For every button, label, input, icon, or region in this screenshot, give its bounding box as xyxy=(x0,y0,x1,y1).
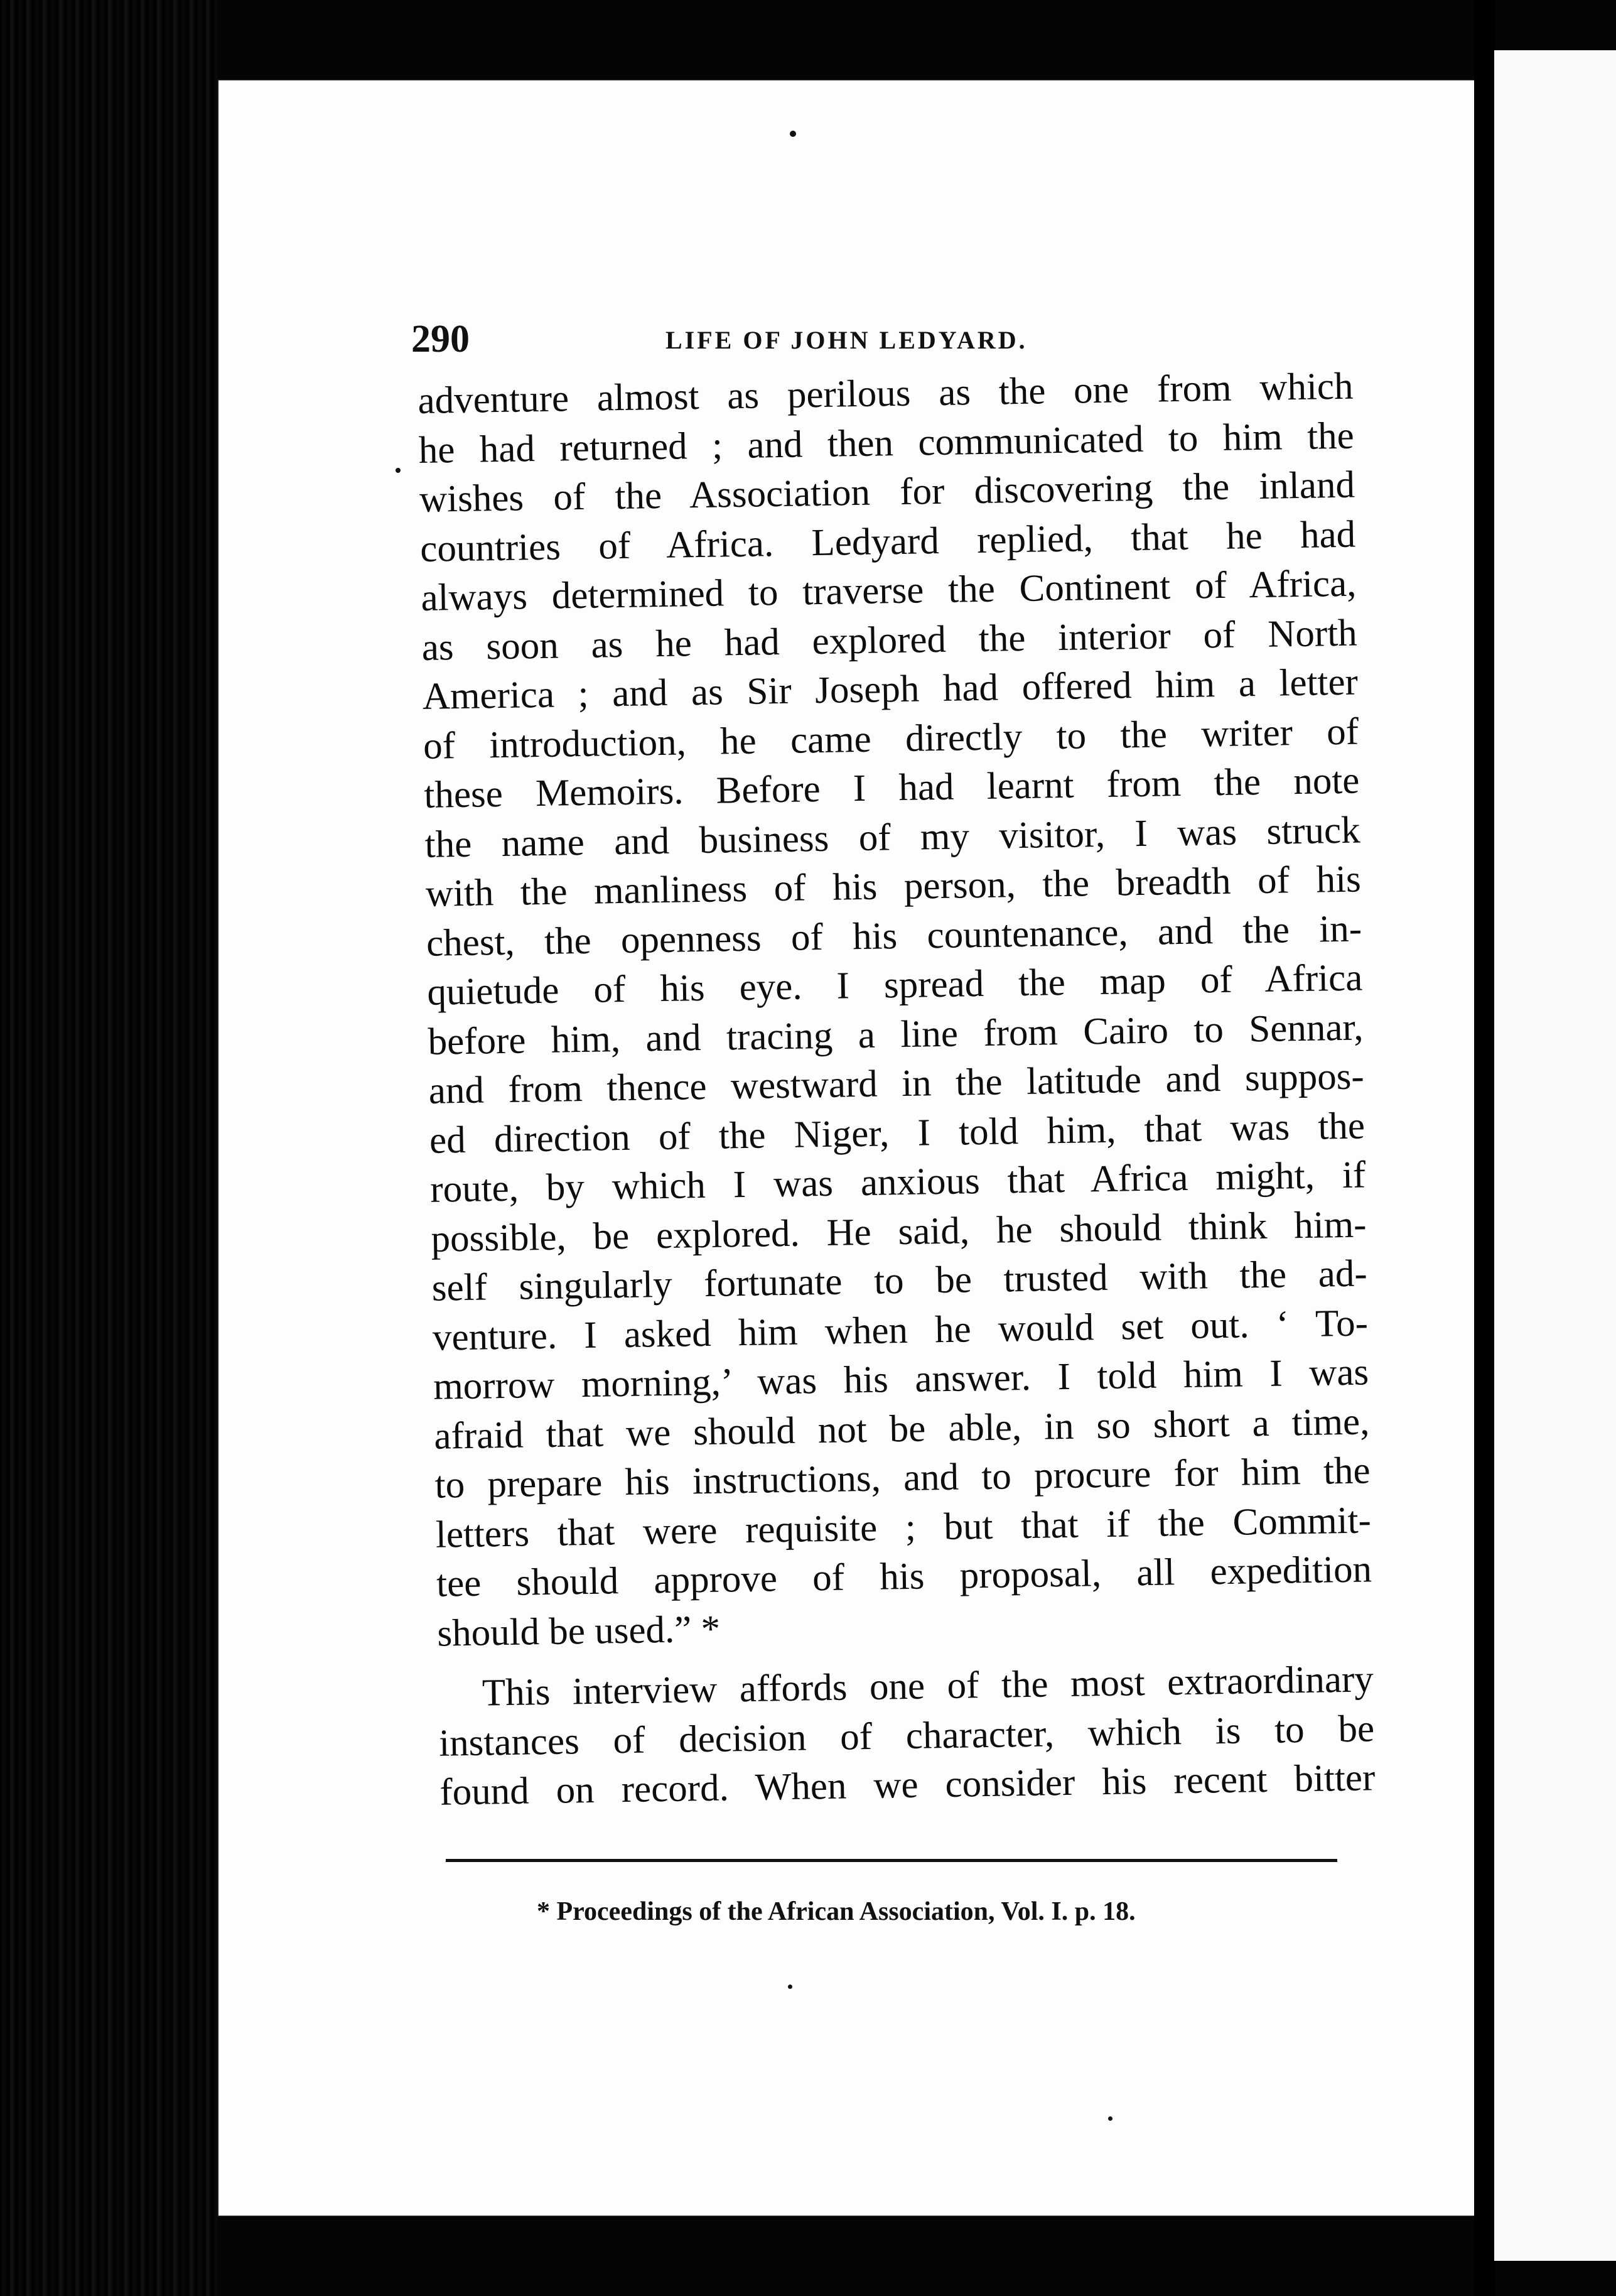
text-line: should be used.” * xyxy=(436,1608,721,1655)
text-line: chest, the openness of his countenance, and the in- xyxy=(426,907,1362,965)
text-line: and from thence westward in the latitude and suppos- xyxy=(428,1055,1365,1112)
facing-page-edge xyxy=(1494,50,1616,2261)
text-line: these Memoirs. Before I had learnt from the note xyxy=(423,759,1360,816)
text-line: found on record. When we consider his recent bitter xyxy=(439,1757,1376,1814)
scan-speck xyxy=(790,131,796,137)
dark-left-margin xyxy=(0,0,220,2296)
text-line: route, by which I was anxious that Africa might, if xyxy=(429,1154,1366,1211)
text-line: This interview affords one of the most extraordinary xyxy=(482,1658,1374,1714)
text-line: to prepare his instructions, and to procure for him the xyxy=(434,1449,1371,1507)
scan-speck xyxy=(788,1985,792,1989)
text-line: with the manliness of his person, the breadth of his xyxy=(425,858,1362,915)
text-line: letters that were requisite ; but that if the Commit- xyxy=(435,1498,1372,1556)
text-line: morrow morning,’ was his answer. I told him I was xyxy=(433,1351,1369,1408)
running-head xyxy=(411,314,1077,364)
text-line: of introduction, he came directly to the writer of xyxy=(423,710,1359,767)
text-line: wishes of the Association for discovering the inland xyxy=(419,463,1355,521)
text-line: countries of Africa. Ledyard replied, that he had xyxy=(419,513,1356,570)
text-line: America ; and as Sir Joseph had offered him a letter xyxy=(422,661,1359,718)
text-line: instances of decision of character, which is to be xyxy=(438,1707,1375,1765)
text-line: he had returned ; and then communicated to him the xyxy=(418,414,1355,472)
scan-speck xyxy=(1108,2116,1112,2121)
running-title: LIFE OF JOHN LEDYARD. xyxy=(665,326,1028,354)
body-text xyxy=(417,362,1376,1818)
text-line: always determined to traverse the Continent of Africa, xyxy=(421,562,1357,619)
text-line: before him, and tracing a line from Cairo to Sennar, xyxy=(428,1005,1364,1063)
text-line: possible, be explored. He said, he should think him- xyxy=(431,1203,1367,1260)
margin-mark xyxy=(396,468,401,473)
text-line: afraid that we should not be able, in so short a time, xyxy=(433,1400,1370,1458)
text-line: self singularly fortunate to be trusted with the ad- xyxy=(431,1252,1368,1309)
text-line: venture. I asked him when he would set out. ‘ To- xyxy=(432,1301,1369,1359)
text-line: quietude of his eye. I spread the map of Africa xyxy=(426,956,1363,1014)
text-line: the name and business of my visitor, I was struck xyxy=(424,809,1361,866)
text-line: ed direction of the Niger, I told him, that was the xyxy=(429,1104,1366,1162)
page-number: 290 xyxy=(411,318,470,360)
footnote-rule xyxy=(446,1859,1337,1862)
footnote: * Proceedings of the African Association, Vol. I. p. 18. xyxy=(537,1897,1136,1926)
text-line: as soon as he had explored the interior of North xyxy=(421,612,1358,669)
text-line: tee should approve of his proposal, all expedition xyxy=(436,1548,1372,1605)
text-line: adventure almost as perilous as the one from which xyxy=(417,365,1354,422)
page-gutter xyxy=(1474,0,1495,2296)
